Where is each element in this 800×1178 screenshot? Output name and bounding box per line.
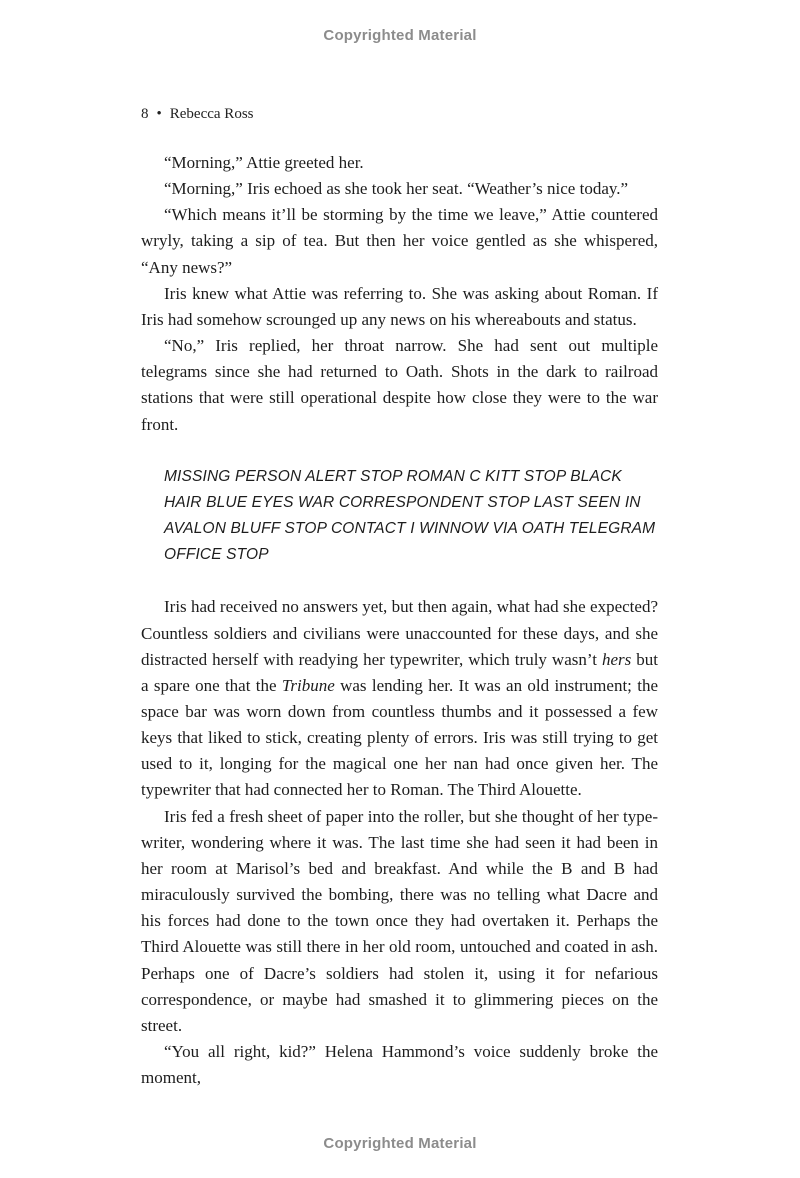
running-head: [141, 106, 254, 123]
author-name: Rebecca Ross: [169, 106, 254, 122]
paragraph: Iris knew what Attie was referring to. She was asking about Roman. If Iris had somehow scrounged up any news on his whereabouts and status.: [141, 283, 658, 329]
telegram-block: [164, 464, 656, 569]
paragraph: [141, 594, 658, 803]
page-number: 8: [141, 106, 149, 122]
telegram-line: OFFICE STOP: [164, 546, 269, 564]
body-text: [141, 150, 658, 1091]
paragraph: “Which means it’ll be storming by the time we leave,” Attie countered wryly, taking a sip of tea. But then her voice gentled as she whispered, “Any news?”: [141, 205, 658, 277]
telegram-line: HAIR BLUE EYES WAR CORRESPONDENT STOP LAST SEEN IN: [164, 493, 641, 511]
newspaper-title: Tribune: [281, 675, 335, 695]
paragraph: “You all right, kid?” Helena Hammond’s voice suddenly broke the moment,: [141, 1042, 658, 1088]
paragraph-text: Iris had received no answers yet, but then again, what had she expected? Countless soldiers and civilians were unaccounted for these days, and she distracted herself with readying her typewriter, which truly wasn’t: [141, 597, 658, 669]
watermark-top: Copyrighted Material: [323, 27, 477, 44]
paragraph: “No,” Iris replied, her throat narrow. She had sent out multiple telegrams since she had returned to Oath. Shots in the dark to railroad stations that were still operational despite how close they were to the war front.: [141, 336, 658, 434]
italic-word: hers: [601, 649, 632, 669]
separator: •: [156, 106, 162, 122]
paragraph-text: was lending her. It was an old instrument; the space bar was worn down from countless thumbs and it possessed a few keys that liked to stick, creating plenty of errors. Iris was still trying to get used to it, longing for the magical one her nan had once given her. The typewriter that had connected her to Roman. The Third Alouette.: [141, 675, 659, 800]
paragraph: “Morning,” Iris echoed as she took her seat. “Weather’s nice today.”: [164, 179, 629, 199]
paragraph-text: but a spare one that the: [141, 649, 658, 695]
telegram-line: AVALON BLUFF STOP CONTACT I WINNOW VIA OATH TELEGRAM: [164, 520, 656, 538]
watermark-bottom: Copyrighted Material: [323, 1135, 477, 1152]
telegram-line: MISSING PERSON ALERT STOP ROMAN C KITT STOP BLACK: [164, 467, 622, 485]
paragraph: “Morning,” Attie greeted her.: [164, 153, 364, 172]
paragraph: Iris fed a fresh sheet of paper into the roller, but she thought of her typewriter, wondering where it was. The last time she had seen it had been in her room at Marisol’s bed and breakfast. And while the B and B had miraculously survived the bombing, there was no telling what Dacre and his forces had done to the town once they had overtaken it. Perhaps the Third Alouette was still there in her old room, untouched and coated in ash. Perhaps one of Dacre’s soldiers had stolen it, using it for nefarious correspondence, or maybe had smashed it to glimmering pieces on the street.: [141, 806, 658, 1035]
